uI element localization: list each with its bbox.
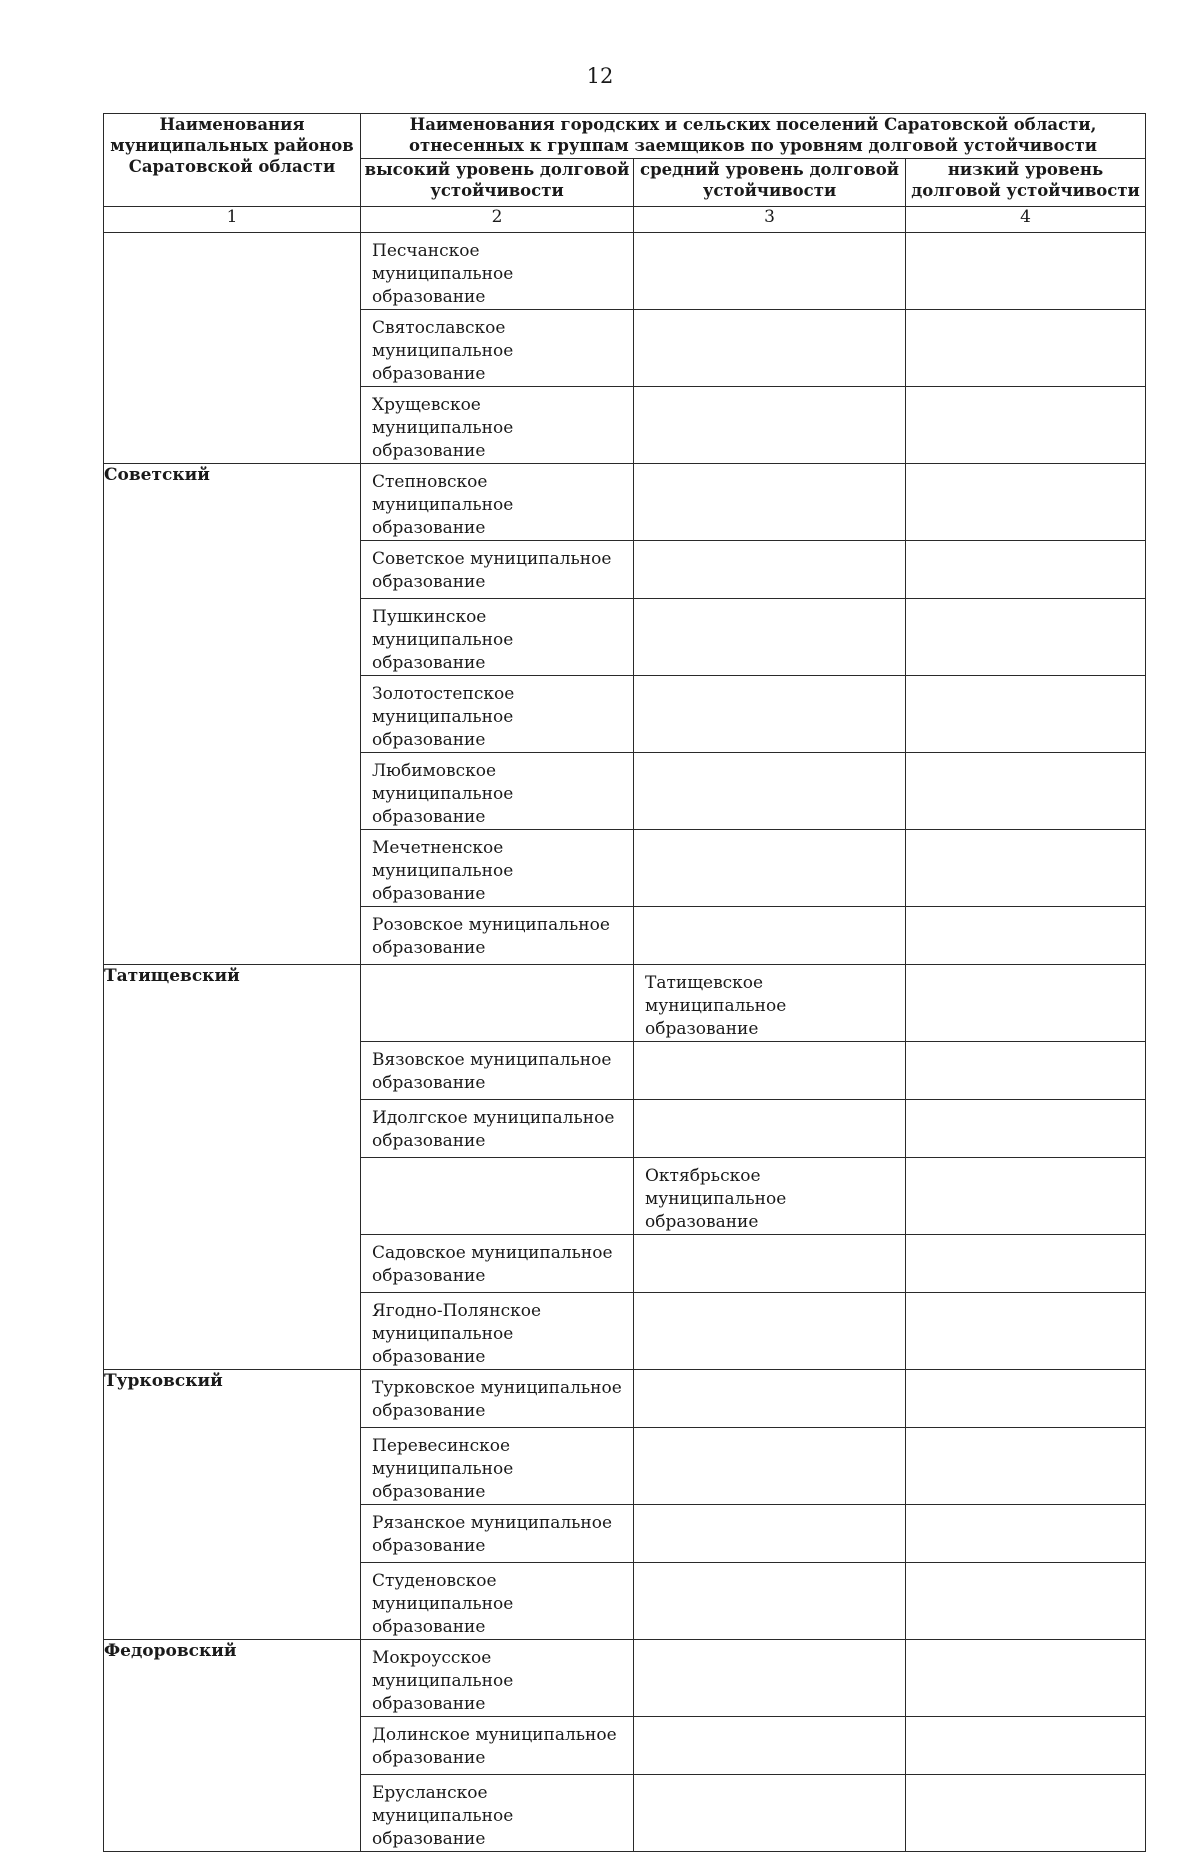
medium-level-cell — [634, 541, 906, 599]
page-number: 12 — [586, 64, 614, 88]
high-level-cell: Идолгское муниципальное образование — [361, 1100, 634, 1158]
high-level-cell: Степновское муниципальное образование — [361, 464, 634, 541]
medium-level-cell — [634, 310, 906, 387]
medium-level-cell — [634, 233, 906, 310]
medium-level-cell — [634, 1100, 906, 1158]
low-level-cell — [906, 753, 1146, 830]
high-level-cell: Золотостепское муниципальное образование — [361, 676, 634, 753]
medium-level-cell — [634, 387, 906, 464]
low-level-cell — [906, 1235, 1146, 1293]
low-level-cell — [906, 1640, 1146, 1717]
high-level-cell: Мокроусское муниципальное образование — [361, 1640, 634, 1717]
low-level-cell — [906, 1505, 1146, 1563]
medium-level-cell — [634, 676, 906, 753]
high-level-cell: Садовское муниципальное образование — [361, 1235, 634, 1293]
low-level-cell — [906, 233, 1146, 310]
low-level-cell — [906, 1100, 1146, 1158]
medium-level-cell — [634, 907, 906, 965]
low-level-cell — [906, 387, 1146, 464]
table-row — [104, 1370, 1146, 1428]
medium-level-cell — [634, 753, 906, 830]
high-level-cell: Пушкинское муниципальное образование — [361, 599, 634, 676]
high-level-cell — [361, 1158, 634, 1235]
low-level-cell — [906, 676, 1146, 753]
medium-level-cell — [634, 1235, 906, 1293]
medium-level-cell: Октябрьское муниципальное образование — [634, 1158, 906, 1235]
high-level-cell: Песчанское муниципальное образование — [361, 233, 634, 310]
table-row — [104, 965, 1146, 1042]
low-level-cell — [906, 1428, 1146, 1505]
high-level-cell: Святославское муниципальное образование — [361, 310, 634, 387]
medium-level-cell: Татищевское муниципальное образование — [634, 965, 906, 1042]
medium-level-cell — [634, 1640, 906, 1717]
district-cell: Советский — [104, 464, 361, 965]
debt-sustainability-table — [103, 113, 1146, 1852]
low-level-cell — [906, 965, 1146, 1042]
low-level-cell — [906, 1370, 1146, 1428]
low-level-cell — [906, 1775, 1146, 1852]
medium-level-cell — [634, 1717, 906, 1775]
low-level-cell — [906, 1293, 1146, 1370]
medium-level-cell — [634, 1370, 906, 1428]
high-level-cell: Розовское муниципальное образование — [361, 907, 634, 965]
medium-level-cell — [634, 599, 906, 676]
medium-level-cell — [634, 1775, 906, 1852]
medium-level-cell — [634, 1293, 906, 1370]
header-districts: Наименования муниципальных районов Саратовской области — [104, 114, 361, 207]
high-level-cell: Мечетненское муниципальное образование — [361, 830, 634, 907]
district-cell-continued — [104, 233, 361, 464]
medium-level-cell — [634, 464, 906, 541]
high-level-cell: Хрущевское муниципальное образование — [361, 387, 634, 464]
district-cell: Турковский — [104, 1370, 361, 1640]
header-high-level: высокий уровень долговой устойчивости — [361, 159, 634, 207]
header-low-level: низкий уровень долговой устойчивости — [906, 159, 1146, 207]
high-level-cell — [361, 965, 634, 1042]
medium-level-cell — [634, 1505, 906, 1563]
high-level-cell: Долинское муниципальное образование — [361, 1717, 634, 1775]
district-cell: Федоровский — [104, 1640, 361, 1852]
header-medium-level: средний уровень долговой устойчивости — [634, 159, 906, 207]
column-number: 2 — [361, 207, 634, 233]
low-level-cell — [906, 907, 1146, 965]
table-row — [104, 233, 1146, 310]
low-level-cell — [906, 1563, 1146, 1640]
high-level-cell: Вязовское муниципальное образование — [361, 1042, 634, 1100]
table-row — [104, 464, 1146, 541]
low-level-cell — [906, 830, 1146, 907]
column-number: 4 — [906, 207, 1146, 233]
low-level-cell — [906, 464, 1146, 541]
table-row — [104, 1640, 1146, 1717]
medium-level-cell — [634, 1042, 906, 1100]
low-level-cell — [906, 310, 1146, 387]
low-level-cell — [906, 1717, 1146, 1775]
high-level-cell: Рязанское муниципальное образование — [361, 1505, 634, 1563]
medium-level-cell — [634, 1563, 906, 1640]
low-level-cell — [906, 599, 1146, 676]
header-settlements-group: Наименования городских и сельских поселений Саратовской области, отнесенных к группам заемщиков по уровням долговой устойчивости — [361, 114, 1146, 159]
high-level-cell: Перевесинское муниципальное образование — [361, 1428, 634, 1505]
medium-level-cell — [634, 830, 906, 907]
column-number: 1 — [104, 207, 361, 233]
high-level-cell: Ерусланское муниципальное образование — [361, 1775, 634, 1852]
high-level-cell: Турковское муниципальное образование — [361, 1370, 634, 1428]
medium-level-cell — [634, 1428, 906, 1505]
high-level-cell: Студеновское муниципальное образование — [361, 1563, 634, 1640]
high-level-cell: Ягодно-Полянское муниципальное образование — [361, 1293, 634, 1370]
high-level-cell: Любимовское муниципальное образование — [361, 753, 634, 830]
low-level-cell — [906, 1158, 1146, 1235]
low-level-cell — [906, 1042, 1146, 1100]
high-level-cell: Советское муниципальное образование — [361, 541, 634, 599]
district-cell: Татищевский — [104, 965, 361, 1370]
column-number: 3 — [634, 207, 906, 233]
low-level-cell — [906, 541, 1146, 599]
